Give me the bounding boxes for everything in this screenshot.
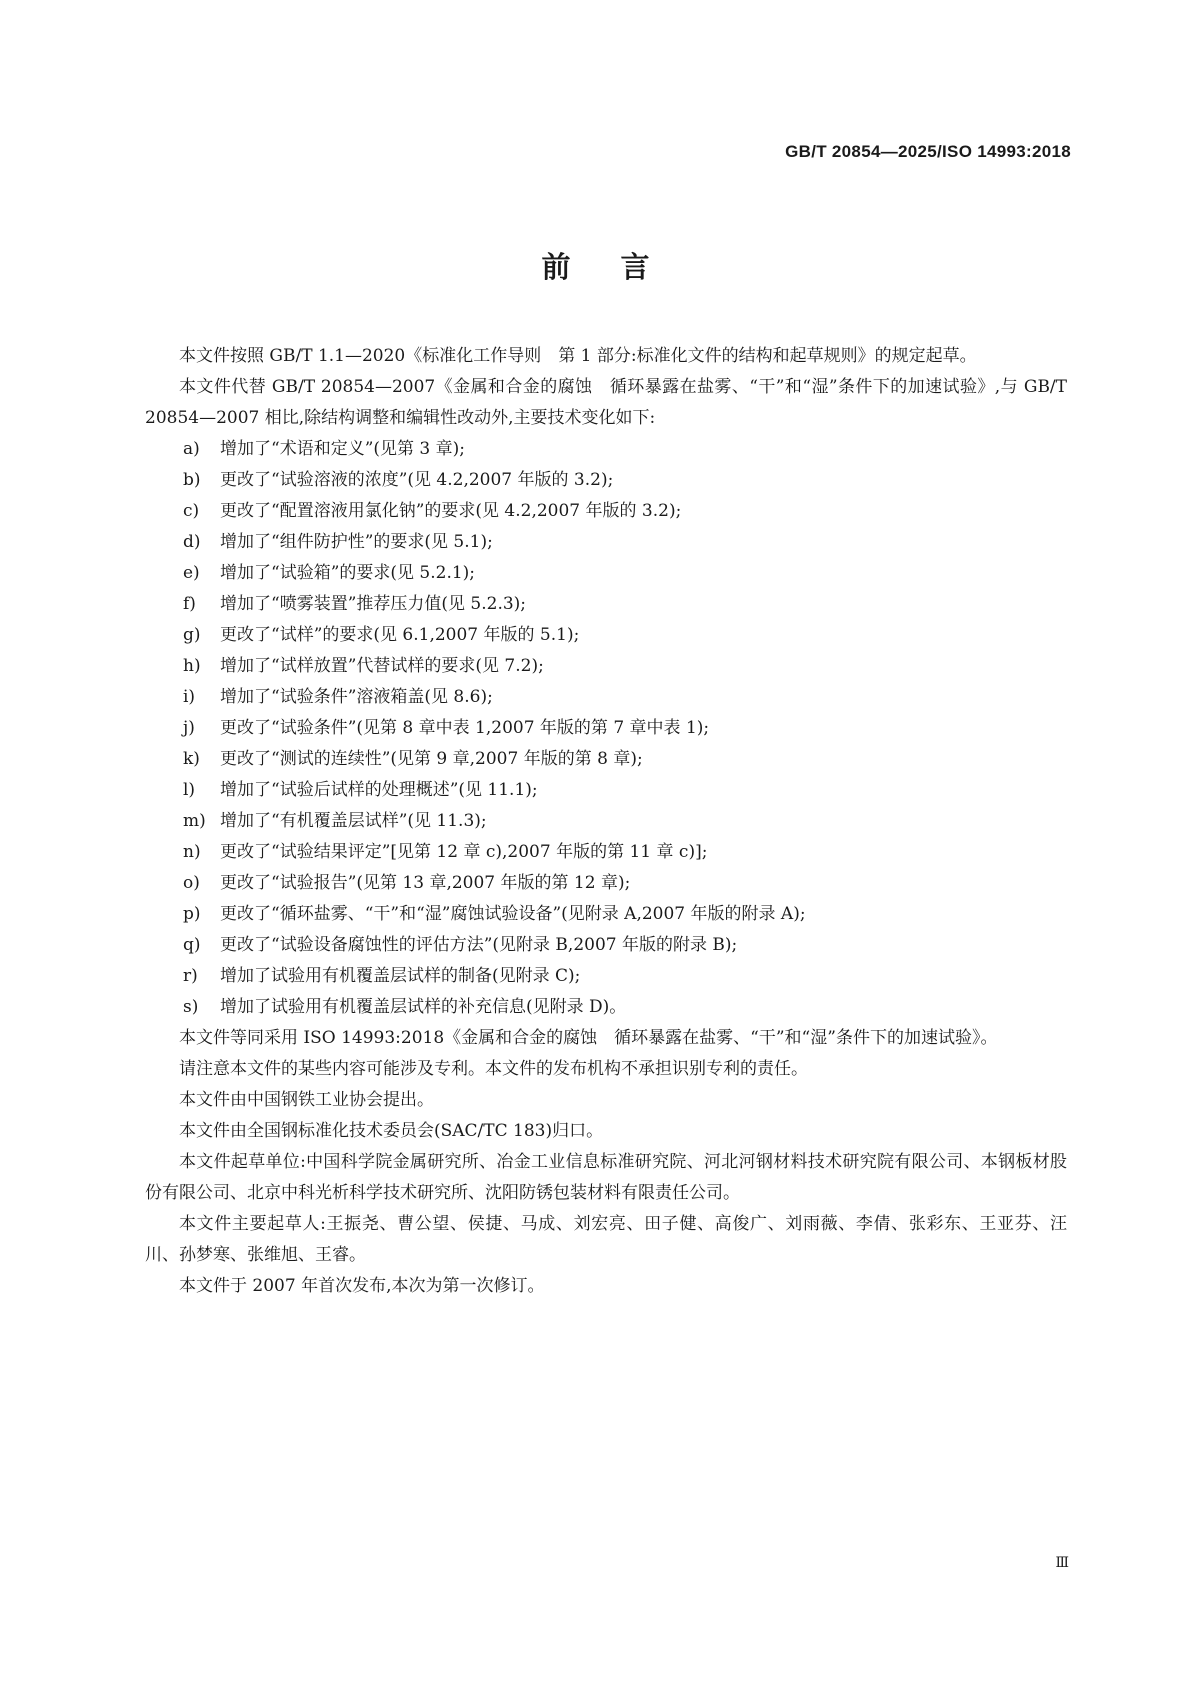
list-item [145,930,1067,961]
list-marker: o) [183,873,200,893]
list-item [145,899,1067,930]
list-marker: n) [183,842,201,862]
list-item [145,744,1067,775]
list-item-text: 更改了“试验条件”(见第 8 章中表 1,2007 年版的第 7 章中表 1); [220,718,710,738]
list-item-text: 增加了试验用有机覆盖层试样的补充信息(见附录 D)。 [220,997,627,1017]
list-item [145,434,1067,465]
list-marker: k) [183,749,200,769]
list-item [145,589,1067,620]
list-item [145,775,1067,806]
list-item-text: 更改了“测试的连续性”(见第 9 章,2007 年版的第 8 章); [220,749,643,769]
list-marker: d) [183,532,201,552]
list-item-text: 增加了“喷雾装置”推荐压力值(见 5.2.3); [220,594,527,614]
list-item [145,992,1067,1023]
paragraph-identical-adoption: 本文件等同采用 ISO 14993:2018《金属和合金的腐蚀 循环暴露在盐雾、“干”和“湿”条件下的加速试验》。 [179,1028,998,1048]
list-item-text: 更改了“配置溶液用氯化钠”的要求(见 4.2,2007 年版的 3.2); [220,501,682,521]
list-item-text: 增加了“有机覆盖层试样”(见 11.3); [220,811,487,831]
paragraph-drafters: 本文件主要起草人:王振尧、曹公望、侯捷、马成、刘宏亮、田子健、高俊广、刘雨薇、李倩、张彩东、王亚芬、汪川、孙梦寒、张维旭、王睿。 [145,1214,1067,1265]
list-item [145,713,1067,744]
list-item-text: 更改了“循环盐雾、“干”和“湿”腐蚀试验设备”(见附录 A,2007 年版的附录 A); [220,904,806,924]
list-item-text: 增加了“组件防护性”的要求(见 5.1); [220,532,493,552]
paragraph-drafting-organizations: 本文件起草单位:中国科学院金属研究所、冶金工业信息标准研究院、河北河钢材料技术研究院有限公司、本钢板材股份有限公司、北京中科光析科学技术研究所、沈阳防锈包装材料有限责任公司。 [145,1152,1067,1203]
list-marker: c) [183,501,200,521]
paragraph-publication-history: 本文件于 2007 年首次发布,本次为第一次修订。 [179,1276,545,1296]
list-marker: m) [183,811,206,831]
list-item-text: 更改了“试样”的要求(见 6.1,2007 年版的 5.1); [220,625,580,645]
list-item-text: 增加了“试验条件”溶液箱盖(见 8.6); [220,687,493,707]
paragraph-drafting-rules: 本文件按照 GB/T 1.1—2020《标准化工作导则 第 1 部分:标准化文件的结构和起草规则》的规定起草。 [179,346,977,366]
list-item [145,496,1067,527]
list-item [145,837,1067,868]
paragraph-patent-notice: 请注意本文件的某些内容可能涉及专利。本文件的发布机构不承担识别专利的责任。 [179,1059,808,1079]
list-item-text: 更改了“试验溶液的浓度”(见 4.2,2007 年版的 3.2); [220,470,614,490]
list-item-text: 增加了“术语和定义”(见第 3 章); [220,439,465,459]
list-marker: e) [183,563,200,583]
list-marker: b) [183,470,201,490]
list-marker: i) [183,687,196,707]
list-marker: l) [183,780,196,800]
list-item-text: 增加了“试验后试样的处理概述”(见 11.1); [220,780,538,800]
list-item-text: 更改了“试验报告”(见第 13 章,2007 年版的第 12 章); [220,873,631,893]
list-item-text: 增加了“试验箱”的要求(见 5.2.1); [220,563,476,583]
list-marker: q) [183,935,201,955]
list-item [145,682,1067,713]
list-item [145,465,1067,496]
list-item [145,651,1067,682]
list-item-text: 增加了“试样放置”代替试样的要求(见 7.2); [220,656,544,676]
list-item-text: 更改了“试验设备腐蚀性的评估方法”(见附录 B,2007 年版的附录 B); [220,935,738,955]
list-marker: f) [183,594,196,614]
list-item-text: 增加了试验用有机覆盖层试样的制备(见附录 C); [220,966,581,986]
technical-changes-list [145,434,1067,1023]
list-item [145,961,1067,992]
list-item [145,558,1067,589]
foreword-body [145,341,1067,1302]
list-marker: h) [183,656,201,676]
list-marker: g) [183,625,201,645]
page-title: 前言 [541,250,700,284]
list-marker: r) [183,966,198,986]
standard-number: GB/T 20854—2025/ISO 14993:2018 [785,142,1071,161]
list-marker: s) [183,997,199,1017]
paragraph-technical-committee: 本文件由全国钢标准化技术委员会(SAC/TC 183)归口。 [179,1121,604,1141]
page-number: Ⅲ [1055,1555,1069,1571]
list-item [145,806,1067,837]
list-item [145,868,1067,899]
list-item [145,620,1067,651]
list-item [145,527,1067,558]
paragraph-replacement: 本文件代替 GB/T 20854—2007《金属和合金的腐蚀 循环暴露在盐雾、“干”和“湿”条件下的加速试验》,与 GB/T 20854—2007 相比,除结构调整和编辑性改动外,主要技术变化如下: [145,377,1067,428]
paragraph-proposer: 本文件由中国钢铁工业协会提出。 [179,1090,434,1110]
list-marker: p) [183,904,201,924]
list-marker: a) [183,439,200,459]
list-item-text: 更改了“试验结果评定”[见第 12 章 c),2007 年版的第 11 章 c)]; [220,842,708,862]
list-marker: j) [183,718,195,738]
